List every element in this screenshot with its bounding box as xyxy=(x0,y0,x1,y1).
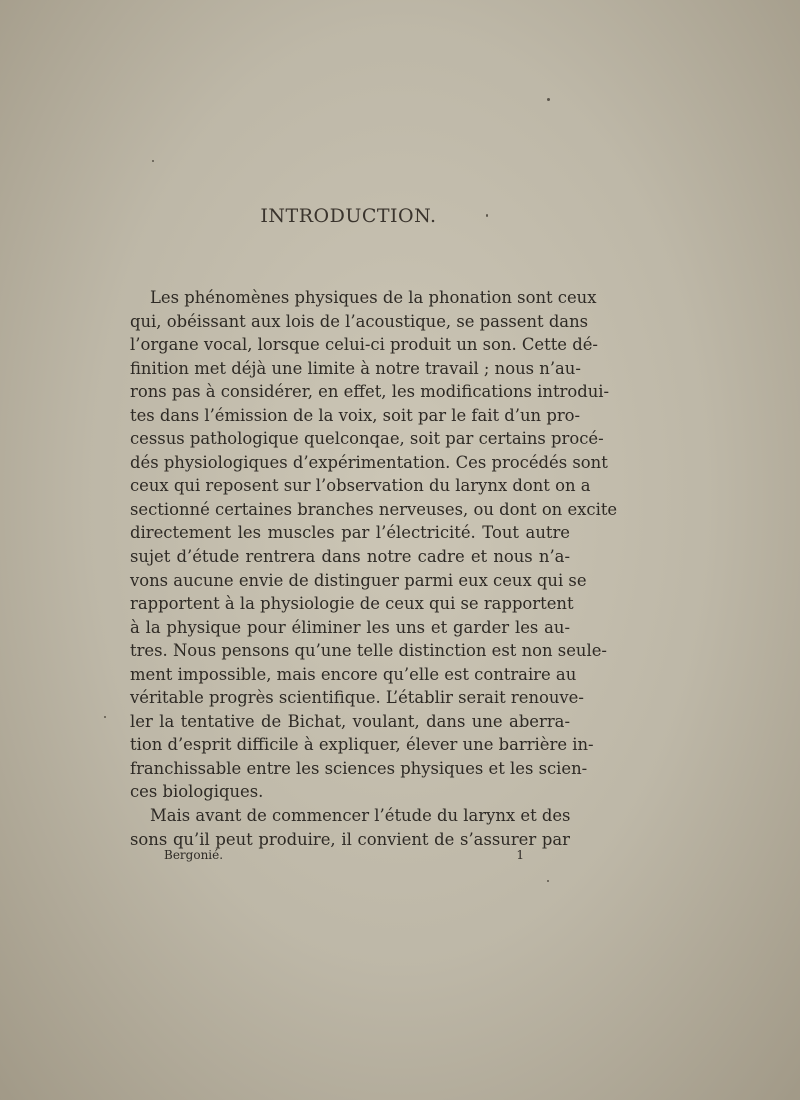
text-line: qui, obéissant aux lois de l’acoustique, se passent dans xyxy=(130,311,589,331)
text-line: tion d’esprit difficile à expliquer, élever une barrière in- xyxy=(130,735,594,755)
text-line: Mais avant de commencer l’étude du larynx et des xyxy=(150,806,571,826)
text-line: tes dans l’émission de la voix, soit par le fait d’un pro- xyxy=(130,405,581,425)
paper-speck xyxy=(104,716,106,718)
text-line: à la physique pour éliminer les uns et garder les au- xyxy=(130,617,570,637)
paper-speck xyxy=(486,214,488,217)
text-line: sujet d’étude rentrera dans notre cadre et nous n’a- xyxy=(130,547,570,567)
text-line: rapportent à la physiologie de ceux qui se rapportent xyxy=(130,594,574,614)
chapter-heading: INTRODUCTION. xyxy=(260,205,437,227)
text-line: sons qu’il peut produire, il convient de s’assurer par xyxy=(130,829,570,849)
paper-speck xyxy=(152,160,154,162)
text-line: sectionné certaines branches nerveuses, ou dont on excite xyxy=(130,499,618,519)
body-paragraphs xyxy=(130,286,618,851)
text-line: ler la tentative de Bichat, voulant, dans une aberra- xyxy=(130,711,570,731)
text-line: ces biologiques. xyxy=(130,782,264,802)
text-line: l’organe vocal, lorsque celui-ci produit un son. Cette dé- xyxy=(130,335,598,355)
text-line: tres. Nous pensons qu’une telle distinction est non seule- xyxy=(130,641,607,661)
page-number: 1 xyxy=(516,848,524,862)
text-line: dés physiologiques d’expérimentation. Ces procédés sont xyxy=(130,452,608,472)
text-line: finition met déjà une limite à notre travail ; nous n’au- xyxy=(130,358,581,378)
paper-speck xyxy=(547,98,550,101)
text-line: ceux qui reposent sur l’observation du larynx dont on a xyxy=(130,476,591,496)
paper-speck xyxy=(547,880,549,882)
text-line: franchissable entre les sciences physiques et les scien- xyxy=(130,758,588,778)
text-line: rons pas à considérer, en effet, les modifications introdui- xyxy=(130,382,610,402)
text-line: cessus pathologique quelconqae, soit par certains procé- xyxy=(130,429,604,449)
text-line: ment impossible, mais encore qu’elle est contraire au xyxy=(130,664,577,684)
text-line: véritable progrès scientifique. L’établir serait renouve- xyxy=(130,688,584,708)
text-line: Les phénomènes physiques de la phonation sont ceux xyxy=(150,288,597,307)
text-line: directement les muscles par l’électricité. Tout autre xyxy=(130,523,570,543)
text-line: vons aucune envie de distinguer parmi eux ceux qui se xyxy=(130,570,587,590)
footer-author: Bergonié. xyxy=(164,848,224,862)
page-footer xyxy=(164,848,524,868)
